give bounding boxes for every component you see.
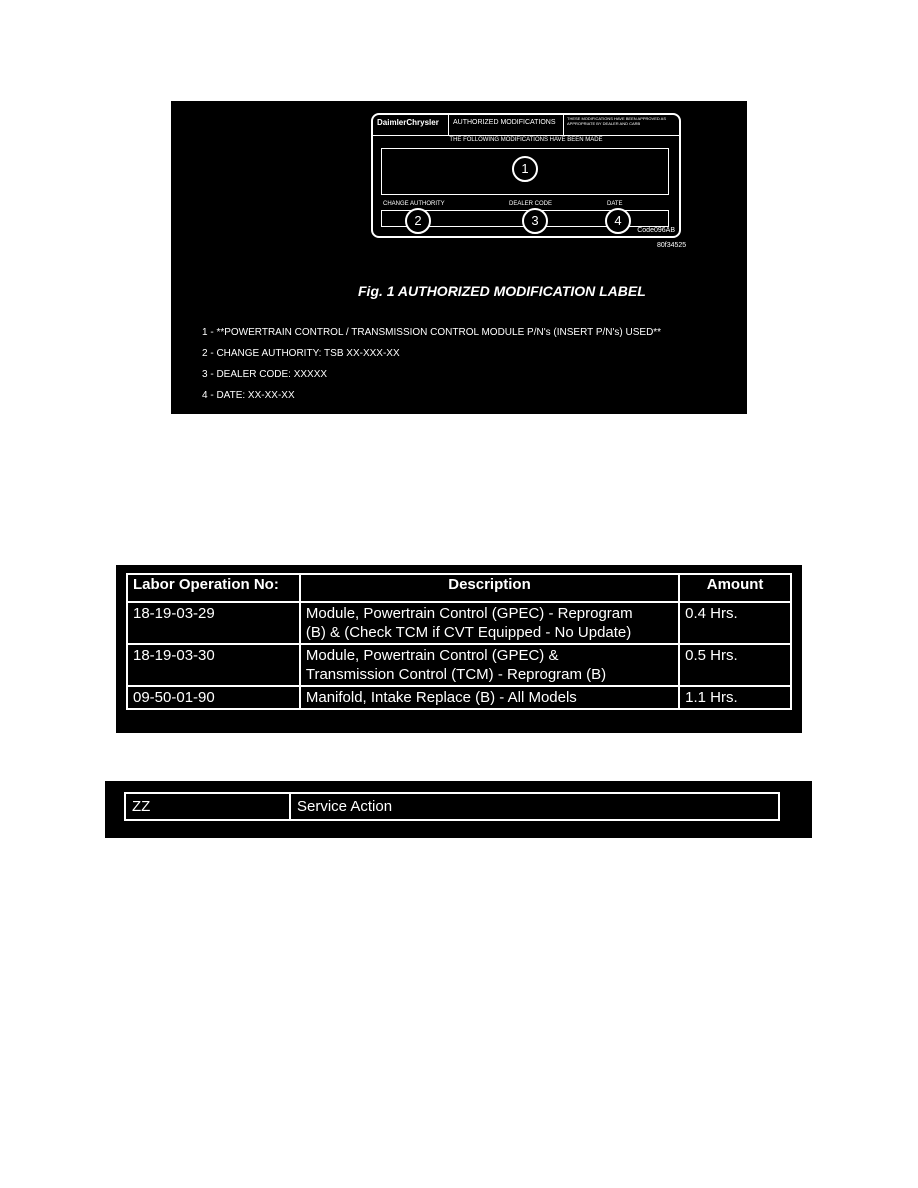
service-action-panel (105, 781, 812, 838)
label-title: AUTHORIZED MODIFICATIONS (453, 119, 556, 126)
service-action-table (124, 792, 780, 821)
authorized-modification-figure (171, 101, 747, 414)
table-header-row (127, 574, 791, 602)
legend-item-2: 2 - CHANGE AUTHORITY: TSB XX-XXX-XX (202, 348, 400, 359)
callout-1: 1 (512, 156, 538, 182)
description-line: Module, Powertrain Control (GPEC) - Reprogram (305, 605, 633, 622)
label-brand: DaimlerChrysler (377, 118, 439, 127)
description-line: Transmission Control (TCM) - Reprogram (B) (305, 666, 607, 683)
column-header-amount: Amount (679, 574, 791, 602)
labor-op-cell: 09-50-01-90 (127, 686, 300, 709)
table-row (127, 686, 791, 709)
legend-item-1: 1 - **POWERTRAIN CONTROL / TRANSMISSION CONTROL MODULE P/N's (INSERT P/N's) USED** (202, 327, 662, 338)
description-cell (300, 644, 679, 686)
label-field-dealer-code: DEALER CODE (509, 201, 553, 207)
label-code: Code096AB (637, 227, 675, 234)
label-header (373, 115, 679, 136)
label-divider (563, 115, 564, 135)
label-note: THESE MODIFICATIONS HAVE BEEN APPROVED AS APPROPRIATE BY DEALER AND CARB (567, 116, 666, 126)
description-line: Module, Powertrain Control (GPEC) & (305, 647, 559, 664)
amount-cell: 1.1 Hrs. (679, 686, 791, 709)
description-cell: Manifold, Intake Replace (B) - All Models (300, 686, 679, 709)
callout-3: 3 (522, 208, 548, 234)
label-following-text: THE FOLLOWING MODIFICATIONS HAVE BEEN MADE (449, 137, 603, 143)
label-divider (448, 115, 449, 135)
callout-2: 2 (405, 208, 431, 234)
table-row (127, 644, 791, 686)
service-label-cell: Service Action (290, 793, 779, 820)
table-row (127, 602, 791, 644)
description-cell (300, 602, 679, 644)
amount-cell: 0.4 Hrs. (679, 602, 791, 644)
description-line: (B) & (Check TCM if CVT Equipped - No Update) (305, 624, 632, 641)
legend-item-3: 3 - DEALER CODE: XXXXX (202, 369, 328, 380)
labor-operations-table (126, 573, 792, 710)
label-field-date: DATE (607, 201, 623, 207)
labor-op-cell: 18-19-03-30 (127, 644, 300, 686)
legend-item-4: 4 - DATE: XX-XX-XX (202, 390, 295, 401)
callout-4: 4 (605, 208, 631, 234)
amount-cell: 0.5 Hrs. (679, 644, 791, 686)
figure-caption: Fig. 1 AUTHORIZED MODIFICATION LABEL (358, 283, 646, 299)
figure-number: 80f34525 (657, 242, 687, 249)
table-row (125, 793, 779, 820)
service-code-cell: ZZ (125, 793, 290, 820)
labor-operations-panel (116, 565, 802, 733)
column-header-labor-op: Labor Operation No: (127, 574, 300, 602)
label-field-change-authority: CHANGE AUTHORITY (383, 201, 445, 207)
column-header-description: Description (300, 574, 679, 602)
labor-op-cell: 18-19-03-29 (127, 602, 300, 644)
